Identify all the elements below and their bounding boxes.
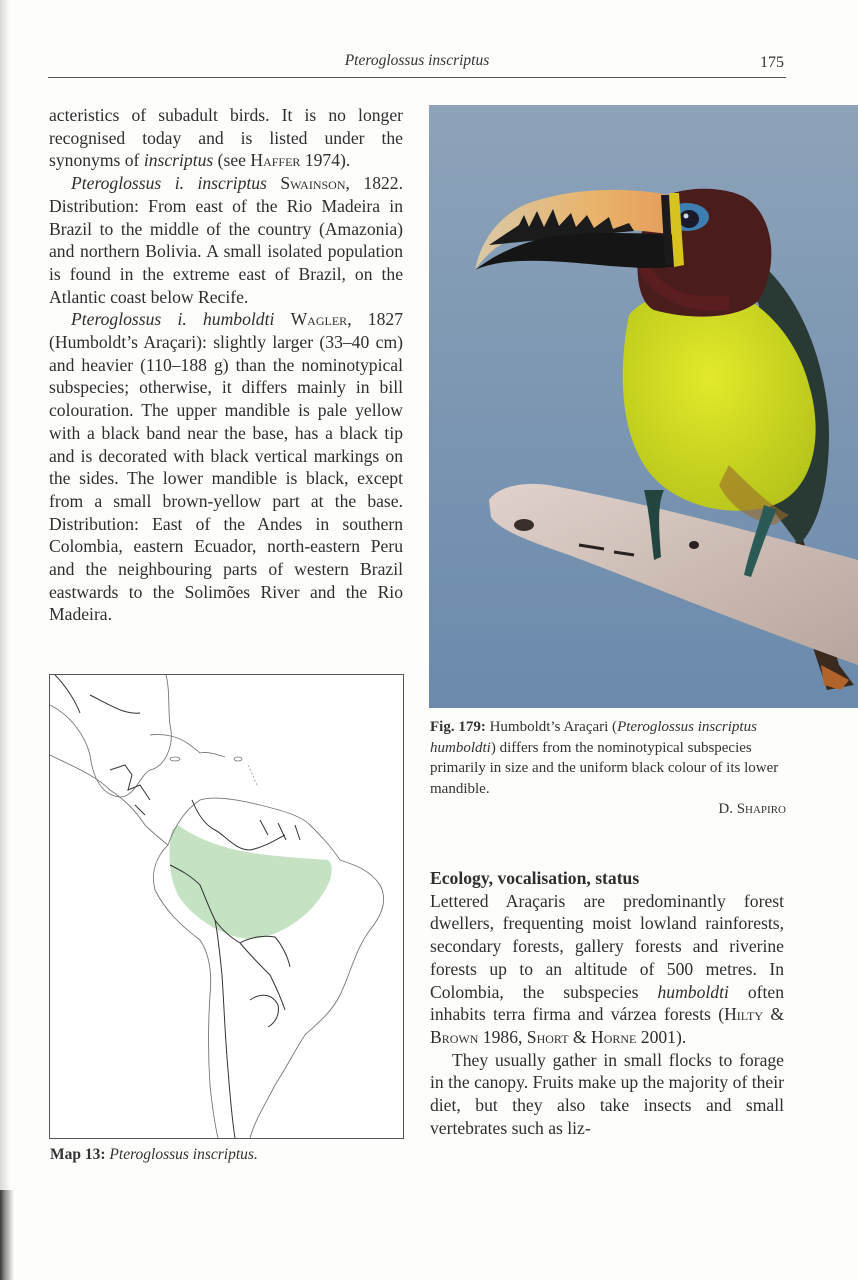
figure-label: Fig. 179: [430, 719, 486, 735]
figure-caption [430, 717, 786, 820]
page-corner-shadow [0, 1190, 14, 1280]
citation-author: Haffer [250, 150, 301, 171]
map-species: Pteroglossus inscriptus. [109, 1146, 258, 1163]
credit-initial: D. [718, 801, 737, 817]
bird-illustration [429, 105, 858, 708]
subspecies-name: Pteroglossus i. inscriptus [71, 173, 267, 194]
photo-credit [430, 799, 786, 820]
citation-year: 1986, [478, 1026, 527, 1047]
citation-year: 1974). [300, 150, 351, 171]
caption-text: ) differs from the nominotypical subspecies primarily in size and the uniform black colour of its lower mandible. [430, 739, 779, 797]
credit-name: Shapiro [736, 801, 786, 817]
citation-author: Short & Horne [526, 1026, 637, 1047]
text: (see [213, 150, 251, 171]
page-edge-shadow [0, 0, 10, 1280]
distribution-map [49, 674, 404, 1139]
range-area [170, 825, 332, 939]
subspecies-description: , 1827 (Humboldt’s Araçari): slightly larger (33–40 cm) and heavier (110–188 g) than the nominotypical subspecies; otherwise, it differs mainly in bill colouration. The upper mandible is pale yellow with a black band near the base, has a black tip and is decorated with black vertical markings on the sides. The lower mandible is black, except from a small brown-yellow part at the base. Distribution: East of the Andes in southern Colombia, eastern Ecuador, north-eastern Peru and the neighbouring parts of western Brazil eastwards to the Solimões River and the Rio Madeira. [49, 309, 403, 625]
section-heading: Ecology, vocalisation, status [430, 868, 640, 888]
running-title: Pteroglossus inscriptus [344, 52, 490, 69]
map-svg [50, 675, 403, 1138]
text: Lettered Araçaris are predominantly forest dwellers, frequenting moist lowland rainforests, secondary forests, gallery forests and riverine forests up to an altitude of 500 metres. In Colombia, the subspecies [430, 890, 784, 1002]
aracari-photo [429, 105, 858, 708]
subspecies-name: Pteroglossus i. humboldti [71, 309, 275, 330]
subspecies-description: , 1822. Distribution: From east of the Rio Madeira in Brazil to the middle of the country (Amazonia) and northern Bolivia. A small isolated population is found in the extreme east of Brazil, on the Atlantic coast below Recife. [49, 173, 403, 307]
running-head [48, 50, 786, 78]
left-text-column [49, 104, 403, 626]
paragraph-foraging: They usually gather in small flocks to forage in the canopy. Fruits make up the majority of their diet, but they also take insects and small vertebrates such as liz- [430, 1049, 784, 1138]
subspecies-author: Wagler [290, 309, 348, 330]
paragraph-synonym [49, 104, 403, 172]
subspecies-author: Swainson [280, 173, 346, 194]
taxon: inscriptus [143, 150, 214, 171]
citation-author: Hilty & Brown [430, 1004, 785, 1047]
paragraph-subspecies-humboldti [49, 308, 403, 626]
citation-year: 2001). [636, 1026, 687, 1047]
text: acteristics of subadult birds. It is no longer recognised today and is listed under the synonyms of [49, 105, 403, 171]
paragraph-ecology [430, 890, 784, 1049]
page-number: 175 [760, 54, 784, 71]
map-caption [50, 1146, 258, 1164]
text: often inhabits terra firma and várzea forests ( [430, 981, 784, 1025]
caption-text [430, 717, 786, 799]
paragraph-subspecies-inscriptus [49, 172, 403, 308]
taxon: humboldti [657, 981, 729, 1002]
map-label: Map 13: [50, 1146, 106, 1163]
caption-taxon: Pteroglossus inscriptus humboldti [430, 719, 757, 756]
right-text-column [430, 867, 784, 1139]
caption-text: Humboldt’s Araçari ( [485, 719, 618, 735]
